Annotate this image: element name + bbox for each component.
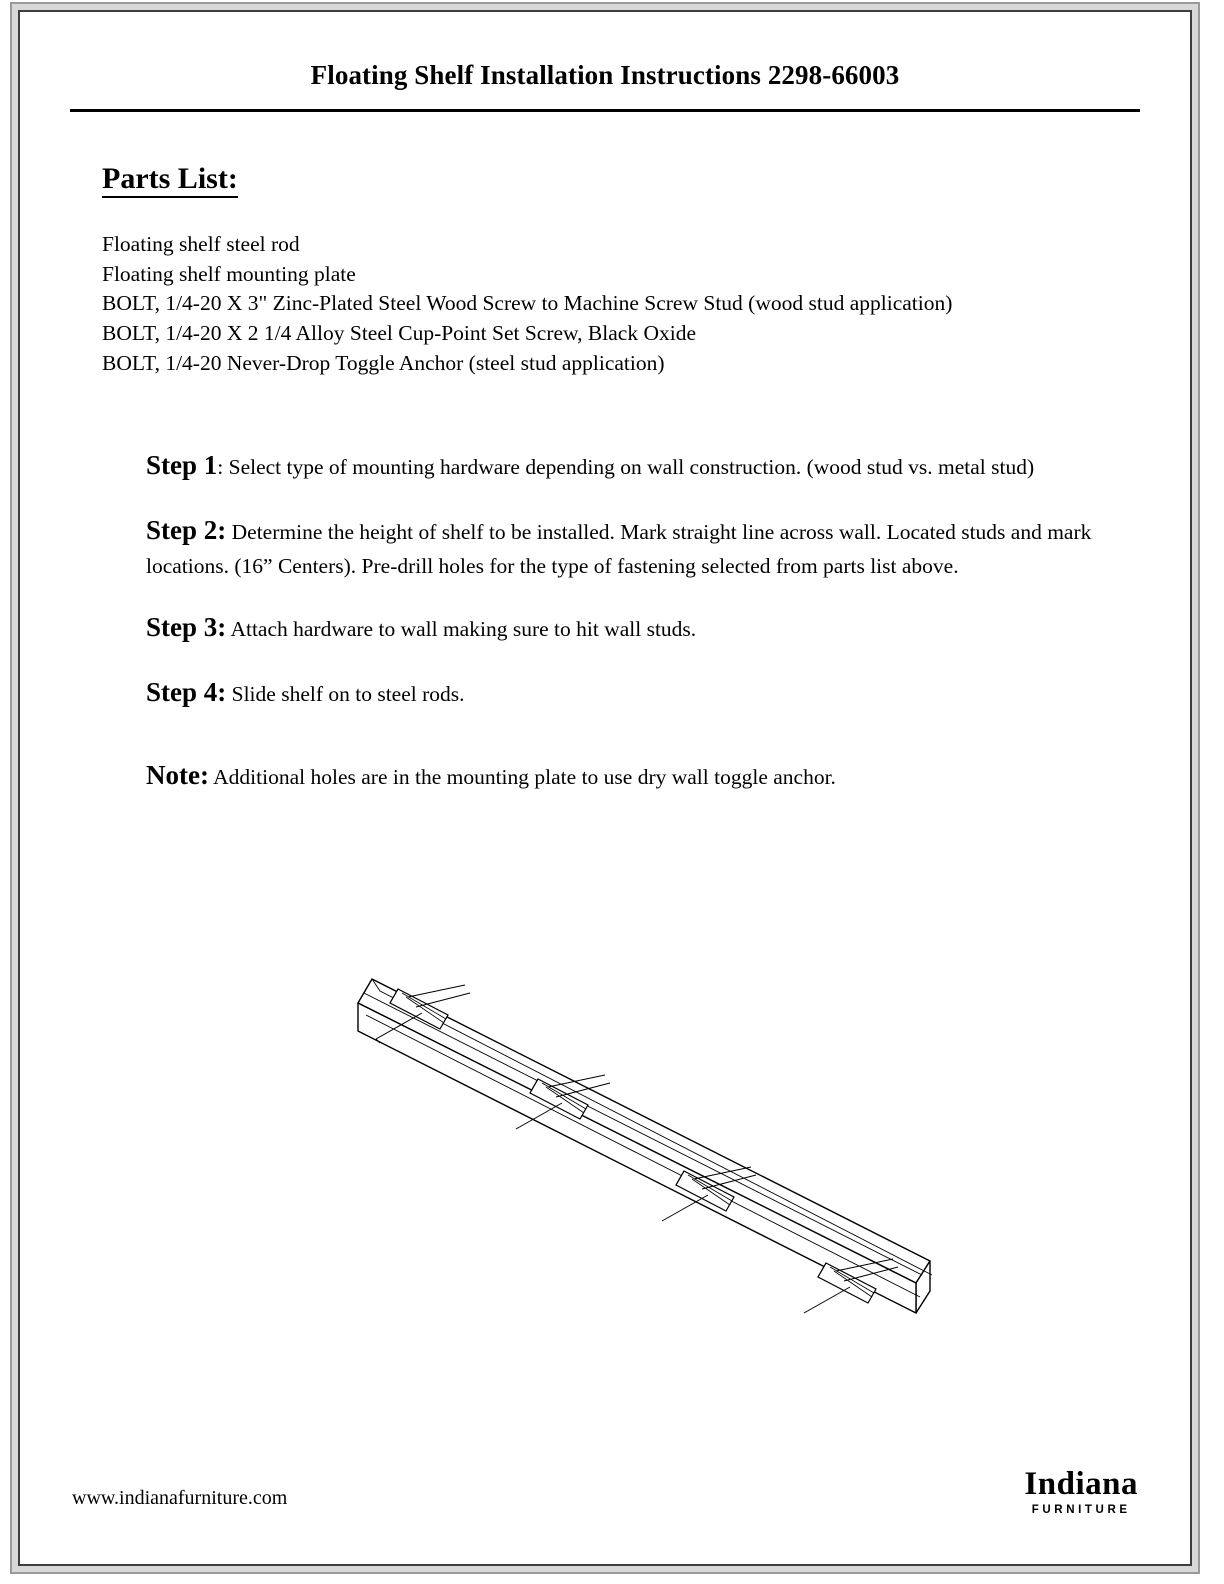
- list-item: Floating shelf mounting plate: [102, 261, 356, 286]
- brand-name: Indiana: [1024, 1466, 1138, 1502]
- step-1-text: : Select type of mounting hardware depending on wall construction. (wood stud vs. metal stud): [217, 455, 1035, 480]
- page-title: Floating Shelf Installation Instructions 2298-66003: [310, 60, 900, 90]
- step-3-label: Step 3:: [146, 611, 227, 642]
- step-3: [146, 608, 1106, 647]
- note: [146, 756, 1106, 795]
- brand-subtitle: FURNITURE: [1031, 1504, 1131, 1516]
- list-item: BOLT, 1/4-20 Never-Drop Toggle Anchor (steel stud application): [102, 350, 665, 375]
- document-page: [18, 10, 1192, 1566]
- list-item: BOLT, 1/4-20 X 3" Zinc-Plated Steel Wood Screw to Machine Screw Stud (wood stud application): [102, 291, 953, 316]
- page-footer: [50, 1456, 1160, 1516]
- title-divider: [70, 109, 1140, 112]
- brand-logo: [1024, 1468, 1138, 1516]
- note-label: Note:: [146, 760, 209, 791]
- step-3-text: Attach hardware to wall making sure to hit wall studs.: [226, 616, 697, 641]
- parts-list: [102, 230, 1160, 378]
- step-2: [146, 511, 1106, 581]
- step-2-text: Determine the height of shelf to be installed. Mark straight line across wall. Located studs and mark locations. (16” Centers). Pre-drill holes for the type of fastening selected from parts list above.: [146, 520, 1092, 578]
- step-4: [146, 673, 1106, 712]
- list-item: Floating shelf steel rod: [102, 232, 300, 256]
- floating-shelf-exploded-diagram: [280, 931, 980, 1351]
- note-text: Additional holes are in the mounting plate to use dry wall toggle anchor.: [208, 765, 836, 790]
- step-1-label: Step 1: [146, 450, 218, 481]
- parts-list-heading: Parts List:: [102, 162, 238, 198]
- list-item: BOLT, 1/4-20 X 2 1/4 Alloy Steel Cup-Point Set Screw, Black Oxide: [102, 320, 697, 345]
- instruction-steps: [146, 446, 1106, 795]
- step-1: [146, 446, 1106, 485]
- step-4-text: Slide shelf on to steel rods.: [226, 681, 465, 706]
- website-url[interactable]: www.indianafurniture.com: [72, 1487, 288, 1509]
- step-2-label: Step 2:: [146, 515, 227, 546]
- page-content: [50, 26, 1160, 1540]
- step-4-label: Step 4:: [146, 676, 227, 707]
